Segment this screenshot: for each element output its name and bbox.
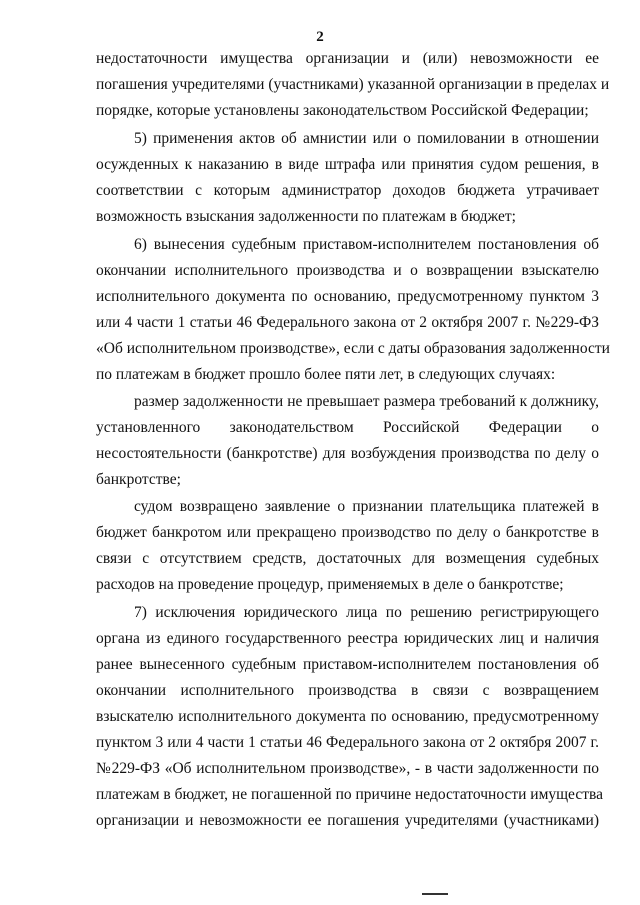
text-line: взыскателю исполнительного документа по основанию, предусмотренному xyxy=(96,708,599,725)
text-line: исполнительного документа по основанию, предусмотренному пунктом 3 xyxy=(96,288,599,305)
text-line: ранее вынесенного судебным приставом-исполнителем постановления об xyxy=(96,656,599,673)
text-line: осужденных к наказанию в виде штрафа или принятия судом решения, в xyxy=(96,156,599,173)
text-line: по платежам в бюджет прошло более пяти лет, в следующих случаях: xyxy=(96,366,556,383)
text-line: платежам в бюджет, не погашенной по причине недостаточности имущества xyxy=(96,786,603,803)
text-line: бюджет банкротом или прекращено производство по делу о банкротстве в xyxy=(96,524,599,541)
text-line: №229-ФЗ «Об исполнительном производстве», - в части задолженности по xyxy=(96,760,599,777)
text-line: несостоятельности (банкротстве) для возбуждения производства по делу о xyxy=(96,445,599,462)
text-line: окончании исполнительного производства и о возвращении взыскателю xyxy=(96,262,599,279)
text-line: соответствии с которым администратор доходов бюджета утрачивает xyxy=(96,182,599,199)
text-line: окончании исполнительного производства в связи с возвращением xyxy=(96,682,599,699)
text-line: банкротстве; xyxy=(96,471,181,488)
text-line: пунктом 3 или 4 части 1 статьи 46 Федерального закона от 2 октября 2007 г. xyxy=(96,734,599,751)
page-number: 2 xyxy=(316,29,324,45)
text-line: 6) вынесения судебным приставом-исполнителем постановления об xyxy=(134,236,599,253)
text-line: «Об исполнительном производстве», если с даты образования задолженности xyxy=(96,340,610,357)
text-line: возможность взыскания задолженности по платежам в бюджет; xyxy=(96,208,516,225)
text-line: недостаточности имущества организации и (или) невозможности ее xyxy=(96,50,599,67)
text-line: порядке, которые установлены законодательством Российской Федерации; xyxy=(96,102,589,119)
text-line: расходов на проведение процедур, применяемых в деле о банкротстве; xyxy=(96,576,564,593)
text-line: связи с отсутствием средств, достаточных для возмещения судебных xyxy=(96,550,599,567)
text-line: организации и невозможности ее погашения учредителями (участниками) xyxy=(96,812,599,829)
text-line: размер задолженности не превышает размера требований к должнику, xyxy=(134,393,599,410)
text-line: или 4 части 1 статьи 46 Федерального закона от 2 октября 2007 г. №229-ФЗ xyxy=(96,314,599,331)
text-line: судом возвращено заявление о признании плательщика платежей в xyxy=(134,498,599,515)
footer-divider xyxy=(422,893,448,895)
text-line: 5) применения актов об амнистии или о помиловании в отношении xyxy=(134,130,599,147)
text-line: 7) исключения юридического лица по решению регистрирующего xyxy=(134,604,599,621)
text-line: органа из единого государственного реестра юридических лиц и наличия xyxy=(96,630,599,647)
text-line: установленного законодательством Российской Федерации о xyxy=(96,419,599,436)
text-line: погашения учредителями (участниками) указанной организации в пределах и xyxy=(96,76,610,93)
